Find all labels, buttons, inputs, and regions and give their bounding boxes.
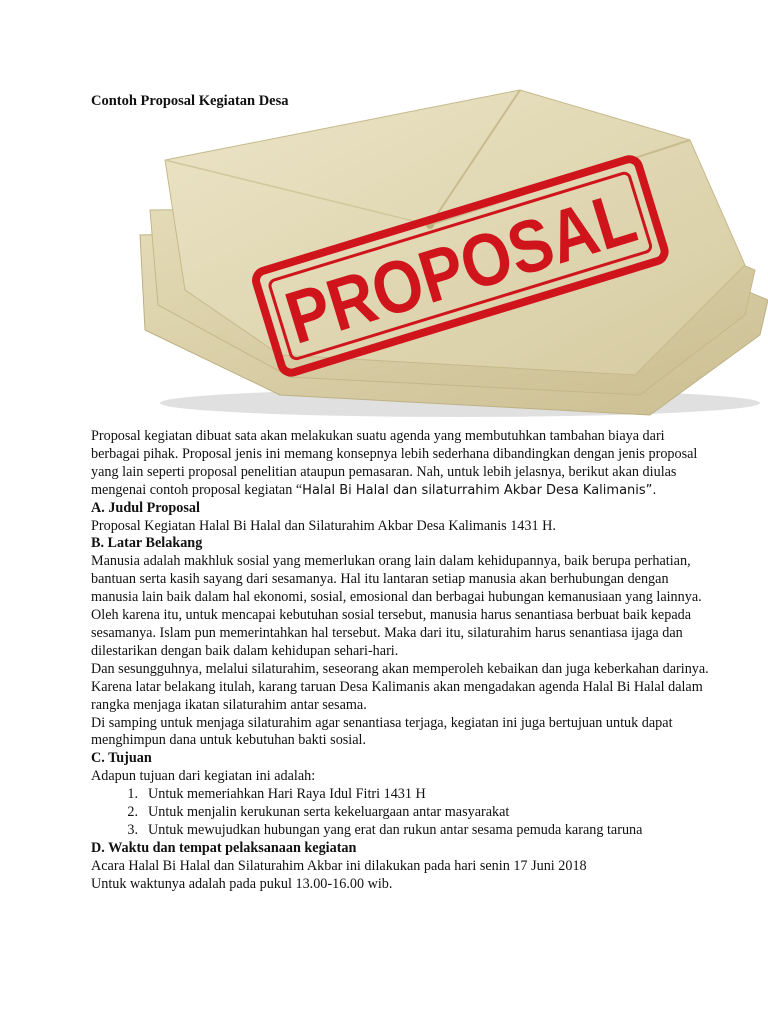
section-b-paragraph: Manusia adalah makhluk sosial yang memerlukan orang lain dalam kehidupannya, baik berupa perhatian, bantuan serta kasih sayang dari sesamanya. Hal itu lantaran setiap manusia akan berhubungan dengan manusia lain baik dalam hal ekonomi, sosial, emosional dan berbagai hubungan kemanusiaan yang lainnya. — [91, 553, 702, 606]
section-a-text: Proposal Kegiatan Halal Bi Halal dan Silaturahim Akbar Desa Kalimanis 1431 H. — [91, 517, 556, 534]
section-c-intro: Adapun tujuan dari kegiatan ini adalah: — [91, 768, 316, 785]
document-title: Contoh Proposal Kegiatan Desa — [91, 93, 289, 109]
list-item: 1. Untuk memeriahkan Hari Raya Idul Fitri 1431 H — [127, 786, 426, 803]
section-c-heading: C. Tujuan — [91, 750, 152, 767]
section-d-line: Untuk waktunya adalah pada pukul 13.00-16.00 wib. — [91, 875, 393, 892]
section-a-heading: A. Judul Proposal — [91, 499, 200, 516]
section-b-paragraph: Dan sesungguhnya, melalui silaturahim, seseorang akan memperoleh kebaikan dan juga keberkahan darinya. Karena latar belakang itulah, karang taruan Desa Kalimanis akan mengadakan agenda Halal Bi Halal dalam rangka menjaga ikatan silaturahim antar sesama. — [91, 660, 709, 713]
stamp-text: PROPOSAL — [276, 158, 698, 360]
intro-paragraph: Proposal kegiatan dibuat sata akan melakukan suatu agenda yang membutuhkan tambahan biaya dari berbagai pihak. Proposal jenis ini memang konsepnya lebih sederhana dibandingkan dengan jenis proposal yang lain seperti proposal penelitian ataupun pemasaran. Nah, untuk lebih jelasnya, berikut akan diulas mengenai contoh proposal kegiatan “Halal Bi Halal dan silaturrahim Akbar Desa Kalimanis”. — [91, 428, 698, 498]
section-d-line: Acara Halal Bi Halal dan Silaturahim Akbar ini dilakukan pada hari senin 17 Juni 2018 — [91, 857, 587, 874]
document-body — [91, 428, 711, 894]
section-b-paragraph: Oleh karena itu, untuk mencapai kebutuhan sosial tersebut, manusia harus senantiasa berbuat baik kepada sesamanya. Islam pun memerintahkan hal tersebut. Maka dari itu, silaturahim harus senantiasa ijaga dan dilestarikan dengan baik dalam kehidupan sehari-hari. — [91, 607, 692, 659]
section-b-heading: B. Latar Belakang — [91, 535, 203, 552]
section-b-paragraph: Di samping untuk menjaga silaturahim agar senantiasa terjaga, kegiatan ini juga bertujuan untuk dapat menghimpun dana untuk kebutuhan bakti sosial. — [91, 714, 673, 749]
list-item: 2. Untuk menjalin kerukunan serta kekeluargaan antar masyarakat — [127, 804, 510, 821]
list-item: 3. Untuk mewujudkan hubungan yang erat dan rukun antar sesama pemuda karang taruna — [127, 821, 643, 838]
section-d-heading: D. Waktu dan tempat pelaksanaan kegiatan — [91, 839, 357, 856]
proposal-envelope-image — [130, 85, 768, 425]
goals-list — [91, 786, 711, 840]
